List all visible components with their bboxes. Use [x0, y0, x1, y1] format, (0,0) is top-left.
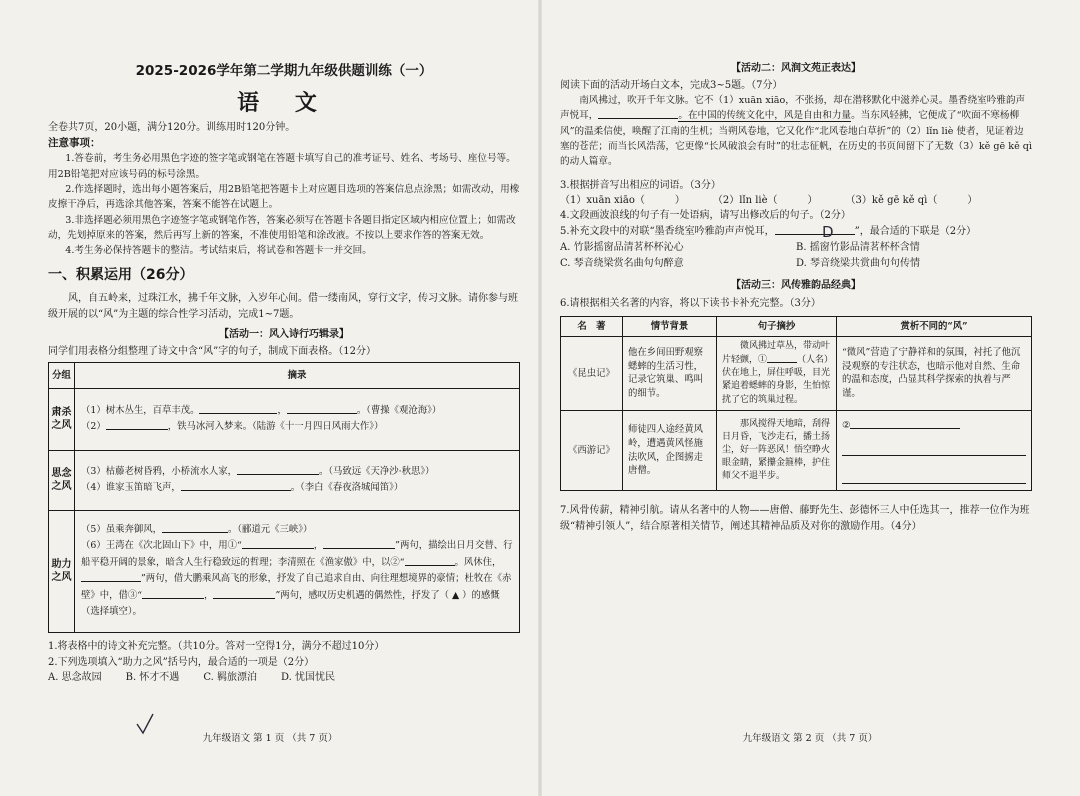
question-1: 1.将表格中的诗文补充完整。（共10分。答对一空得1分，满分不超过10分） — [48, 640, 385, 652]
q3-items — [560, 194, 1032, 209]
notice-item: 4.考生务必保持答题卡的整洁。考试结束后，将试卷和答题卡一并交回。 — [65, 245, 372, 257]
page-2 — [540, 0, 1080, 796]
group-name: 思念 之风 — [49, 450, 75, 510]
card-head: 句子摘抄 — [717, 316, 837, 337]
pinyin-item[interactable]: （3）kě gē kě qì（ ） — [845, 194, 978, 206]
pinyin-item[interactable]: （1）xuān xiāo（ ） — [560, 194, 685, 206]
table-row — [49, 510, 520, 632]
notice-list — [48, 151, 520, 258]
excerpt: 微风拂过草丛，带动叶片轻颤，① （人名）伏在地上，屏住呼吸，目光紧追着蟋蟀的身影，生怕惊扰了它的筑巢过程。 — [717, 337, 837, 410]
option-d[interactable]: D. 琴音绕梁共赏曲句句传情 — [796, 257, 921, 269]
analysis: “微风”营造了宁静祥和的氛围，衬托了他沉浸观察的专注状态，也暗示他对自然、生命的温和态度，凸显其科学探索的执着与严谨。 — [837, 337, 1032, 410]
question-6: 6.请根据相关名著的内容，将以下读书卡补充完整。（3分） — [560, 297, 821, 309]
group-excerpt: （5）虽乘奔御风， 。（郦道元《三峡》） （6）王湾在《次北固山下》中，用①“ ， ”两句，描绘出日月交替、行船平稳开阔的景象，暗含人生行稳致远的哲理；李清照在《渔家傲》中，以②“ 。风休住，”两句，借大鹏乘风高飞的形象，抒发了自己追求自由、向往理想境界的豪情；杜牧在《赤壁》中，借③“ ， ”两句，感叹历史机遇的偶然性，抒发了（ ▲ ）的感慨（选择填空）。 — [75, 510, 520, 632]
notice-item: 1.答卷前，考生务必用黑色字迹的签字笔或钢笔在答题卡填写自己的准考证号、姓名、考场号、座位号等。用2B铅笔把对应该号码的标号涂黑。 — [48, 153, 516, 180]
group-excerpt: （1）树木丛生，百草丰茂。 ， 。（曹操《观沧海》） （2） ，铁马冰河入梦来。（陆游《十一月四日风雨大作》） — [75, 388, 520, 450]
pinyin-item[interactable]: （2）lǐn liè（ ） — [712, 194, 818, 206]
card-head: 情节背景 — [623, 316, 717, 337]
option-a[interactable]: A. 竹影摇窗品清茗杯杯沁心 — [560, 242, 684, 254]
notice-title: 注意事项： — [48, 136, 101, 149]
notice-item: 3.非选择题必须用黑色字迹签字笔或钢笔作答，答案必须写在答题卡各题目指定区域内相应位置上；如需改动，先划掉原来的答案，然后再写上新的答案，不准使用铅笔和涂改液。不按以上要求作答的答案无效。 — [48, 214, 516, 241]
plot-background: 师徒四人途经黄风岭，遭遇黄风怪施法吹风，企图掳走唐僧。 — [623, 410, 717, 491]
book-name: 《西游记》 — [561, 410, 623, 491]
question-7: 7.风骨传薪，精神引航。请从名著中的人物——唐僧、藤野先生、彭德怀三人中任选其一，推荐一位作为班级“精神引领人”，结合原著相关情节，阐述其精神品质及对你的激励作用。（4分） — [560, 505, 1030, 533]
question-4: 4.文段画波浪线的句子有一处语病，请写出修改后的句子。（2分） — [560, 210, 851, 222]
exam-meta: 全卷共7页，20小题，满分120分。训练用时120分钟。 — [48, 122, 296, 134]
table-head-excerpt: 摘录 — [75, 362, 520, 388]
notice-item: 2.作选择题时，选出每小题答案后，用2B铅笔把答题卡上对应题目选项的答案信息点涂黑；如需改动，用橡皮擦干净后，再选涂其他答案，答案不能答在试题上。 — [48, 183, 520, 211]
reading-passage: 南风拂过，吹开千年文脉。它不（1）xuān xiāo，不张扬，却在潜移默化中滋养心灵。墨香绕室吟雅韵声声悦耳， 。在中国的传统文化中，风是自由和力量。当东风轻拂，它便成了“吹面不寒杨柳风”的温柔信使，唤醒了江南的生机；当朔风卷地，它又化作“北风卷地白草折”的（2）lǐn liè 使者，见证着边塞的苍茫；而当长风浩荡，它更像“长风破浪会有时”的壮志征帆，在历史的书页间留下了无数（3）kě gē kě qì 的动人篇章。 — [560, 95, 1033, 168]
table-row — [561, 410, 1032, 491]
reading-card-table — [560, 316, 1032, 492]
question-5: 5.补充文段中的对联“墨香绕室吟雅韵声声悦耳， ”，最合适的下联是（2分） D — [560, 224, 1032, 240]
activity2-heading: 【活动二：风润文苑正表达】 — [731, 63, 861, 74]
excerpt: 那风搅得天地暗，刮得日月昏，飞沙走石，播土扬尘，好一阵恶风！悟空睁火眼金睛，紧攥金箍棒，护住师父不退半步。 — [717, 410, 837, 491]
question-2: 2.下列选项填入“助力之风”括号内，最合适的一项是（2分） — [48, 656, 315, 668]
group-name: 助力 之风 — [49, 510, 75, 632]
page-footer: 九年级语文 第 1 页 （共 7 页） — [202, 733, 338, 745]
reading-lead: 阅读下面的活动开场白文本，完成3~5题。（7分） — [560, 79, 783, 91]
poetry-table — [48, 362, 520, 633]
page-footer: 九年级语文 第 2 页 （共 7 页） — [742, 733, 878, 745]
analysis-blank[interactable]: ② — [837, 410, 1032, 491]
table-row — [49, 450, 520, 510]
option-d[interactable]: D. 忧国忧民 — [280, 671, 335, 683]
activity1-heading: 【活动一：风入诗行巧辑录】 — [219, 328, 349, 340]
table-row — [49, 388, 520, 450]
intro-paragraph: 风，自五岭来，过珠江水，拂千年文脉，入岁年心间。借一缕南风，穿行文字，传习文脉。请你参与班级开展的以“风”为主题的综合性学习活动，完成1~7题。 — [48, 292, 518, 321]
q2-options — [48, 671, 520, 686]
subject-title: 语 文 — [237, 89, 331, 116]
option-c[interactable]: C. 琴音绕梁赏名曲句句醉意 — [560, 257, 684, 269]
table-head-group: 分组 — [49, 362, 75, 388]
option-a[interactable]: A. 思念故园 — [48, 671, 102, 683]
section-heading: 一、积累运用（26分） — [48, 266, 194, 283]
card-head: 赏析不同的“风” — [837, 316, 1032, 337]
group-name: 肃杀 之风 — [49, 388, 75, 450]
handwritten-answer: D — [822, 223, 834, 242]
activity1-lead: 同学们用表格分组整理了诗文中含“风”字的句子，制成下面表格。（12分） — [48, 346, 376, 358]
table-row — [561, 337, 1032, 410]
plot-background: 他在乡间田野观察蟋蟀的生活习性，记录它筑巢、鸣叫的细节。 — [623, 337, 717, 410]
book-name: 《昆虫记》 — [561, 337, 623, 410]
activity3-heading: 【活动三：风传雅韵品经典】 — [731, 280, 861, 292]
option-b[interactable]: B. 摇窗竹影品清茗杯杯含情 — [796, 242, 920, 254]
q5-options — [560, 240, 1032, 271]
exam-title: 2025-2026学年第二学期九年级供题训练（一） — [135, 63, 433, 79]
option-c[interactable]: C. 羁旅漂泊 — [203, 671, 257, 683]
group-excerpt: （3）枯藤老树昏鸦，小桥流水人家， 。（马致远《天净沙·秋思》） （4）谁家玉笛暗飞声， 。（李白《春夜洛城闻笛》） — [75, 450, 520, 510]
option-b[interactable]: B. 怀才不遇 — [125, 671, 180, 683]
question-3: 3.根据拼音写出相应的词语。（3分） — [560, 179, 721, 191]
card-head: 名 著 — [561, 316, 623, 337]
